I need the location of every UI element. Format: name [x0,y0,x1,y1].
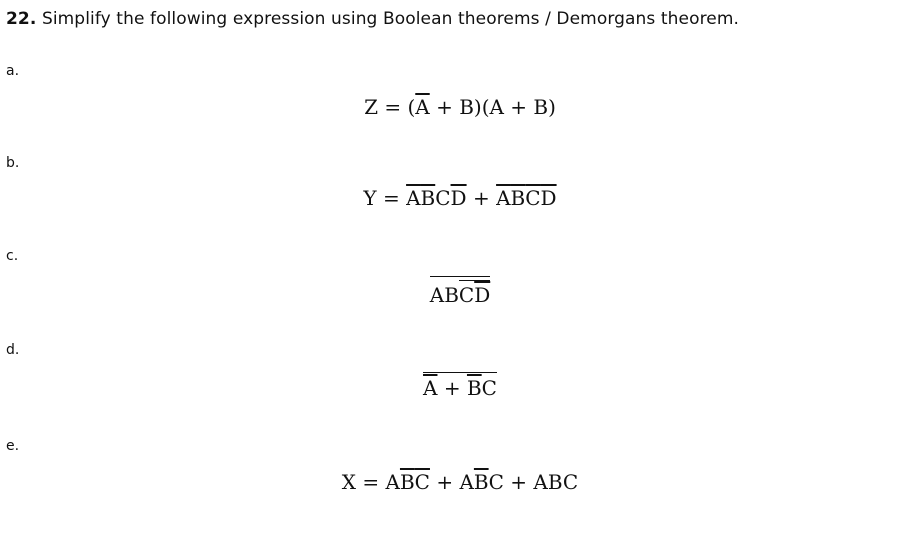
expression-b-token-overlined: $\overline{A}$ [406,186,421,210]
expression-c-overbar-group [430,276,491,307]
expression-b-token-overlined: $\overline{D}$ [450,186,467,210]
expression-c-inner-overbar [459,280,490,307]
expression-b-token-overlined: $\overline{B}$ [420,186,436,210]
question-number: 22. [6,9,37,29]
expression-e-token-overlined: $\overline{B}$ [473,470,489,494]
expression-c-token-overlined: $\overline{D}$ [474,283,491,307]
expression-e-token: C [488,470,504,494]
expression-a-lhs: Z = [364,95,402,119]
expression-e-token: + ABC [503,470,579,494]
expression-e-token: A [459,470,474,494]
expression-d-overbar-group [423,372,497,400]
part-c-label: c. [6,248,19,264]
expression-e-token: A [385,470,400,494]
expression-b-operator: + [466,186,497,210]
expression-d-token-overlined: $\overline{A}$ [423,376,438,400]
question-title [6,9,739,29]
expression-c-token: AB [429,283,459,307]
part-e-label: e. [6,438,20,454]
expression-e-token-overlined: $\overline{B}$ [399,470,415,494]
expression-e-token-overlined: $\overline{C}$ [414,470,430,494]
expression-b-token-overlined: $\overline{B}$ [510,186,526,210]
expression-b-token: C [435,186,451,210]
expression-b-token-overlined: $\overline{C}$ [525,186,541,210]
expression-b-token-overlined: $\overline{A}$ [496,186,511,210]
expression-b-token-overlined: $\overline{D}$ [540,186,557,210]
expression-d [0,372,920,400]
expression-d-operator: + [437,376,467,400]
expression-e-operator: + [429,470,460,494]
expression-a-token: ( [407,95,416,119]
expression-e-lhs: X = [341,470,380,494]
expression-a [0,95,920,119]
expression-a-token: + B)(A + B) [429,95,556,119]
expression-e [0,470,920,494]
expression-c [0,276,920,307]
part-b-label: b. [6,155,20,171]
question-text: Simplify the following expression using Boolean theorems / Demorgans theorem. [41,9,740,29]
expression-d-token-overlined: $\overline{B}$ [466,376,482,400]
part-d-label: d. [6,342,20,358]
expression-d-token: C [481,376,497,400]
expression-a-token-overlined: $\overline{A}$ [415,95,430,119]
expression-b [0,186,920,210]
part-a-label: a. [6,63,20,79]
expression-b-lhs: Y = [363,186,400,210]
expression-c-token: C [458,283,475,307]
